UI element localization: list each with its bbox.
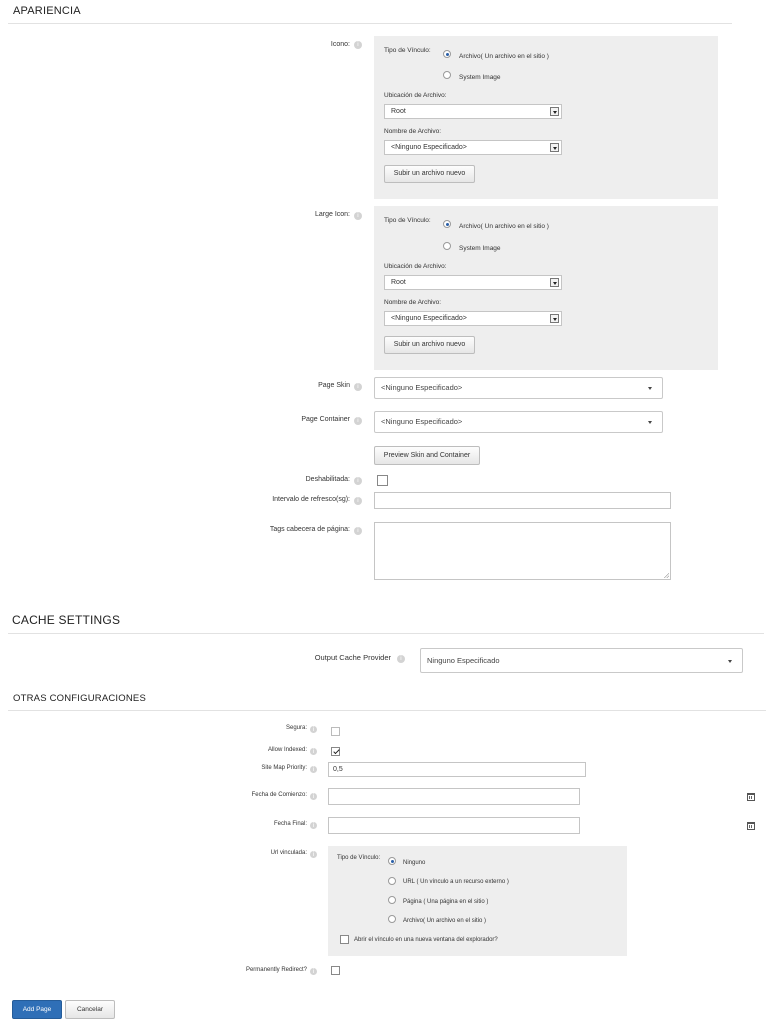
section-divider <box>8 710 766 711</box>
page-skin-value: <Ninguno Especificado> <box>381 383 463 392</box>
radio-archivo-label: Archivo( Un archivo en el sitio ) <box>403 918 487 924</box>
ubicacion-select[interactable] <box>384 275 562 290</box>
help-icon[interactable]: i <box>354 383 362 391</box>
page-skin-select[interactable] <box>374 377 663 399</box>
help-icon[interactable]: i <box>310 822 317 829</box>
help-icon[interactable]: i <box>397 655 405 663</box>
help-icon[interactable]: i <box>354 527 362 535</box>
site-map-priority-input[interactable] <box>328 762 586 777</box>
resize-handle[interactable] <box>664 573 669 578</box>
radio-ninguno[interactable] <box>388 857 396 865</box>
fecha-comienzo-input[interactable] <box>328 788 580 805</box>
chevron-down-icon <box>550 278 559 287</box>
tipo-vinculo-label: Tipo de Vínculo: <box>384 47 431 54</box>
chevron-down-icon <box>550 107 559 116</box>
preview-skin-container-button[interactable]: Preview Skin and Container <box>374 446 480 465</box>
upload-file-button[interactable]: Subir un archivo nuevo <box>384 165 475 183</box>
url-vinculada-label: Url vinculada: <box>270 850 307 856</box>
deshabilitada-checkbox[interactable] <box>377 475 388 486</box>
output-cache-provider-value: Ninguno Especificado <box>427 656 500 665</box>
output-cache-provider-label: Output Cache Provider <box>314 653 391 662</box>
permanently-redirect-checkbox[interactable] <box>331 966 340 975</box>
chevron-down-icon <box>550 314 559 323</box>
large-icon-label: Large Icon: <box>314 211 350 218</box>
radio-archivo[interactable] <box>388 915 396 923</box>
url-vinculada-panel <box>328 846 627 956</box>
radio-archivo[interactable] <box>443 50 451 58</box>
radio-archivo-label: Archivo( Un archivo en el sitio ) <box>459 53 549 60</box>
permanently-redirect-label: Permanently Redirect? <box>245 967 307 973</box>
section-divider <box>8 23 732 24</box>
calendar-icon[interactable] <box>747 793 755 801</box>
nombre-archivo-value: <Ninguno Especificado> <box>391 144 467 151</box>
chevron-down-icon <box>648 421 652 424</box>
help-icon[interactable]: i <box>354 477 362 485</box>
abrir-nueva-ventana-label: Abrir el vínculo en una nueva ventana del explorador? <box>354 937 498 943</box>
segura-label: Segura: <box>285 725 307 731</box>
radio-pagina[interactable] <box>388 896 396 904</box>
deshabilitada-label: Deshabilitada: <box>305 476 350 483</box>
allow-indexed-checkbox[interactable] <box>331 747 340 756</box>
help-icon[interactable]: i <box>310 793 317 800</box>
radio-archivo-label: Archivo( Un archivo en el sitio ) <box>459 223 549 230</box>
cancel-button[interactable]: Cancelar <box>65 1000 115 1019</box>
radio-pagina-label: Página ( Una página en el sitio ) <box>403 899 489 905</box>
nombre-archivo-label: Nombre de Archivo: <box>384 299 442 306</box>
segura-checkbox[interactable] <box>331 727 340 736</box>
ubicacion-select[interactable] <box>384 104 562 119</box>
ubicacion-label: Ubicación de Archivo: <box>384 92 447 99</box>
radio-ninguno-label: Ninguno <box>403 860 426 866</box>
large-icon-panel <box>374 206 718 370</box>
nombre-archivo-select[interactable] <box>384 140 562 155</box>
page-container-label: Page Container <box>301 416 350 423</box>
icono-label: Icono: <box>330 41 350 48</box>
help-icon[interactable]: i <box>310 968 317 975</box>
help-icon[interactable]: i <box>310 766 317 773</box>
tags-cabecera-label: Tags cabecera de página: <box>269 526 350 533</box>
radio-archivo[interactable] <box>443 220 451 228</box>
fecha-final-label: Fecha Final: <box>273 821 307 827</box>
help-icon[interactable]: i <box>310 851 317 858</box>
radio-system-image[interactable] <box>443 242 451 250</box>
page-skin-label: Page Skin <box>318 382 350 389</box>
help-icon[interactable]: i <box>354 417 362 425</box>
upload-file-button[interactable]: Subir un archivo nuevo <box>384 336 475 354</box>
intervalo-label: Intervalo de refresco(sg): <box>272 496 350 503</box>
section-divider <box>8 633 764 634</box>
page-container-select[interactable] <box>374 411 663 433</box>
help-icon[interactable]: i <box>354 212 362 220</box>
radio-system-image-label: System Image <box>459 74 501 81</box>
fecha-final-input[interactable] <box>328 817 580 834</box>
chevron-down-icon <box>550 143 559 152</box>
help-icon[interactable]: i <box>354 497 362 505</box>
ubicacion-value: Root <box>391 108 406 115</box>
allow-indexed-label: Allow Indexed: <box>267 747 307 753</box>
chevron-down-icon <box>648 387 652 390</box>
radio-system-image-label: System Image <box>459 245 501 252</box>
intervalo-refresco-input[interactable] <box>374 492 671 509</box>
radio-url-label: URL ( Un vínculo a un recurso externo ) <box>403 879 509 885</box>
page-container-value: <Ninguno Especificado> <box>381 417 463 426</box>
help-icon[interactable]: i <box>310 748 317 755</box>
section-title-otras: OTRAS CONFIGURACIONES <box>13 693 146 704</box>
help-icon[interactable]: i <box>354 41 362 49</box>
add-page-button[interactable]: Add Page <box>12 1000 62 1019</box>
tipo-vinculo-label: Tipo de Vínculo: <box>337 855 381 861</box>
help-icon[interactable]: i <box>310 726 317 733</box>
nombre-archivo-label: Nombre de Archivo: <box>384 128 442 135</box>
radio-system-image[interactable] <box>443 71 451 79</box>
abrir-nueva-ventana-checkbox[interactable] <box>340 935 349 944</box>
nombre-archivo-select[interactable] <box>384 311 562 326</box>
output-cache-provider-select[interactable] <box>420 648 743 673</box>
radio-url[interactable] <box>388 877 396 885</box>
ubicacion-value: Root <box>391 279 406 286</box>
section-title-cache: CACHE SETTINGS <box>12 613 121 627</box>
calendar-icon[interactable] <box>747 822 755 830</box>
ubicacion-label: Ubicación de Archivo: <box>384 263 447 270</box>
chevron-down-icon <box>728 660 732 663</box>
fecha-comienzo-label: Fecha de Comienzo: <box>251 792 307 798</box>
tipo-vinculo-label: Tipo de Vínculo: <box>384 217 431 224</box>
nombre-archivo-value: <Ninguno Especificado> <box>391 315 467 322</box>
site-map-priority-label: Site Map Priority: <box>261 765 307 771</box>
icono-panel <box>374 36 718 199</box>
tags-cabecera-textarea[interactable] <box>374 522 671 580</box>
section-title-apariencia: APARIENCIA <box>13 5 81 17</box>
